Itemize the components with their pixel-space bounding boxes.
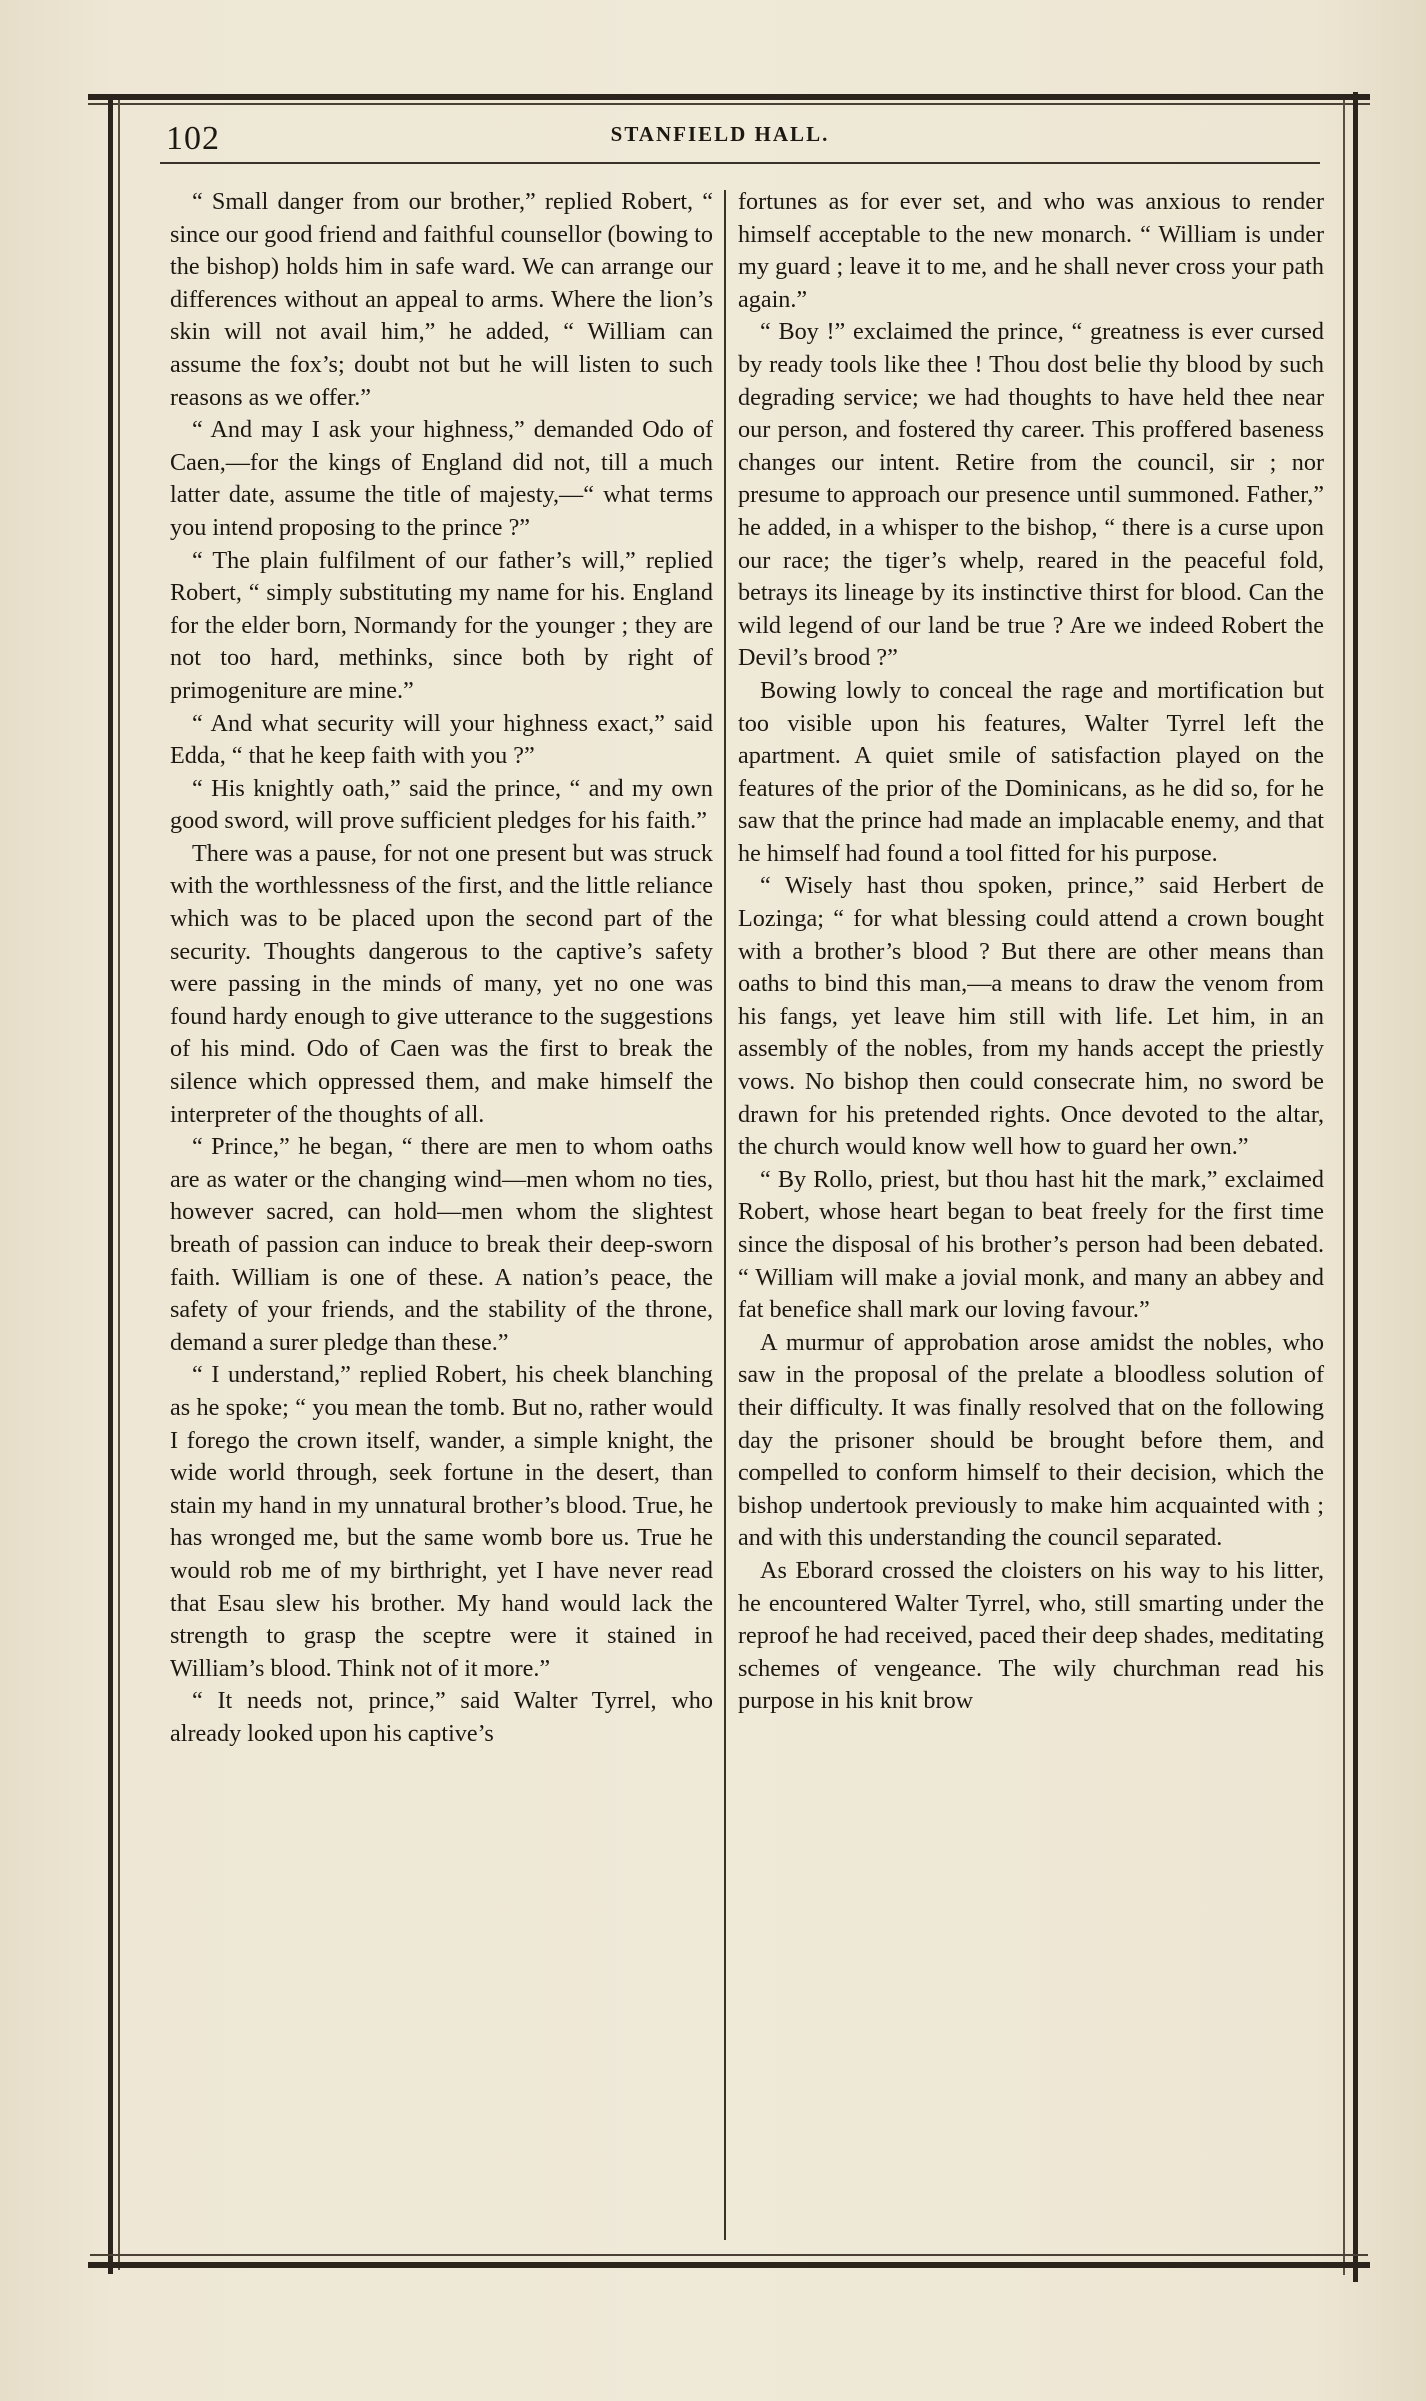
paragraph: “ And may I ask your highness,” demanded Odo of Caen,—for the kings of England did not, till a much latter date, assume the title of majesty,—“ what terms you intend proposing to the prince ?”: [170, 416, 713, 541]
right-column: [738, 186, 1324, 1718]
paragraph: “ The plain fulfilment of our father’s will,” replied Robert, “ simply substituting my name for his. England for the elder born, Normandy for the younger ; they are not too hard, methinks, since both by right of primogeniture are mine.”: [170, 546, 713, 704]
left-column: [170, 186, 713, 1751]
paragraph: “ And what security will your highness exact,” said Edda, “ that he keep faith with you ?”: [170, 709, 713, 770]
border-bottom-inner: [90, 2254, 1368, 2256]
border-top-inner: [88, 103, 1370, 105]
border-right-inner: [1343, 100, 1345, 2275]
running-title: STANFIELD HALL.: [610, 122, 830, 146]
paragraph: “ Small danger from our brother,” replied Robert, “ since our good friend and faithful counsellor (bowing to the bishop) holds him in safe ward. We can arrange our differences without an appeal to arms. Where the lion’s skin will not avail him,” he added, “ William can assume the fox’s; doubt not but he will listen to such reasons as we offer.”: [170, 188, 713, 411]
paragraph: There was a pause, for not one present but was struck with the worthlessness of the first, and the little reliance which was to be placed upon the second part of the security. Thoughts dangerous to the captive’s safety were passing in the minds of many, yet no one was found hardy enough to give utterance to the suggestions of his mind. Odo of Caen was the first to break the silence which oppressed them, and make himself the interpreter of the thoughts of all.: [170, 839, 713, 1128]
border-bottom: [88, 2262, 1370, 2268]
paragraph: As Eborard crossed the cloisters on his way to his litter, he encountered Walter Tyrrel, who, still smarting under the reproof he had received, paced their deep shades, meditating schemes of vengeance. The wily churchman read his purpose in his knit brow: [738, 1556, 1324, 1715]
paragraph: “ By Rollo, priest, but thou hast hit the mark,” exclaimed Robert, whose heart began to beat freely for the first time since the disposal of his brother’s person had been debated. “ William will make a jovial monk, and many an abbey and fat benefice shall mark our loving favour.”: [738, 1165, 1324, 1324]
border-top: [88, 94, 1370, 100]
border-left-inner: [118, 100, 120, 2270]
border-left: [108, 94, 113, 2274]
paragraph: “ His knightly oath,” said the prince, “ and my own good sword, will prove sufficient pledges for his faith.”: [170, 774, 713, 835]
paragraph: “ It needs not, prince,” said Walter Tyrrel, who already looked upon his captive’s: [170, 1687, 713, 1747]
paragraph: “ Prince,” he began, “ there are men to whom oaths are as water or the changing wind—men whom no ties, however sacred, can hold—men whom the slightest breath of passion can induce to break their deep-sworn faith. William is one of these. A nation’s peace, the safety of your friends, and the stability of the throne, demand a surer pledge than these.”: [170, 1133, 713, 1356]
paragraph-continuation: fortunes as for ever set, and who was anxious to render himself acceptable to the new monarch. “ William is under my guard ; leave it to me, and he shall never cross your path again.”: [738, 188, 1324, 313]
paragraph: “ Wisely hast thou spoken, prince,” said Herbert de Lozinga; “ for what blessing could attend a crown bought with a brother’s blood ? But there are other means than oaths to bind this man,—a means to draw the venom from his fangs, yet leave him still with life. Let him, in an assembly of the nobles, from my hands accept the priestly vows. No bishop then could consecrate him, no sword be drawn for his pretended rights. Once devoted to the altar, the church would know well how to guard her own.”: [738, 872, 1324, 1161]
paragraph: A murmur of approbation arose amidst the nobles, who saw in the proposal of the prelate a bloodless solution of their difficulty. It was finally resolved that on the following day the prisoner should be brought before them, and compelled to conform himself to their decision, which the bishop undertook previously to make him acquainted with ; and with this understanding the council separated.: [738, 1328, 1324, 1552]
column-divider: [724, 190, 726, 2240]
page-number: 102: [166, 120, 220, 157]
paragraph: “ Boy !” exclaimed the prince, “ greatness is ever cursed by ready tools like thee ! Thou dost belie thy blood by such degrading service; we had thoughts to have held thee near our person, and fostered thy career. This proffered baseness changes our intent. Retire from the council, sir ; nor presume to approach our presence until summoned. Father,” he added, in a whisper to the bishop, “ there is a curse upon our race; the tiger’s whelp, reared in the peaceful fold, betrays its lineage by its instinctive thirst for blood. Can the wild legend of our land be true ? Are we indeed Robert the Devil’s brood ?”: [738, 318, 1324, 672]
border-right: [1353, 92, 1358, 2282]
paragraph: “ I understand,” replied Robert, his cheek blanching as he spoke; “ you mean the tomb. But no, rather would I forego the crown itself, wander, a simple knight, the wide world through, seek fortune in the desert, than stain my hand in my unnatural brother’s blood. True, he has wronged me, but the same womb bore us. True he would rob me of my birthright, yet I have never read that Esau slew his brother. My hand would lack the strength to grasp the sceptre were it stained in William’s blood. Think not of it more.”: [170, 1361, 713, 1682]
header-rule: [160, 162, 1320, 164]
paragraph: Bowing lowly to conceal the rage and mortification but too visible upon his features, Walter Tyrrel left the apartment. A quiet smile of satisfaction played on the features of the prior of the Dominicans, as he did so, for he saw that the prince had made an implacable enemy, and that he himself had found a tool fitted for his purpose.: [738, 676, 1324, 867]
